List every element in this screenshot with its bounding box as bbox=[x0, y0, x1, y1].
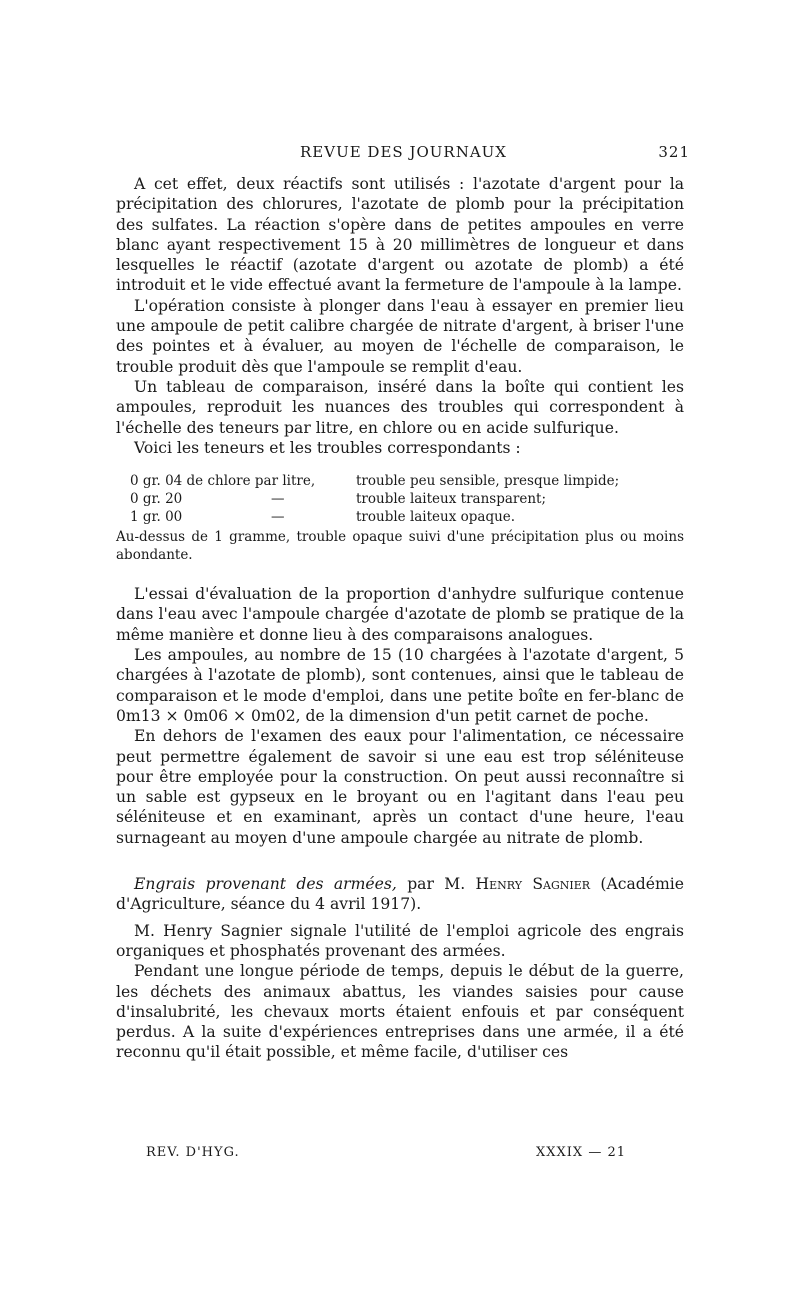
article-source: (Académie d'Agriculture, séance du 4 avril 1917). bbox=[116, 875, 684, 914]
table-row bbox=[116, 508, 684, 526]
paragraph: Voici les teneurs et les troubles correspondants : bbox=[134, 438, 521, 457]
paragraph: L'essai d'évaluation de la proportion d'anhydre sulfurique contenue dans l'eau avec l'ampoule chargée d'azotate de plomb se pratique de la même manière et donne lieu à des comparaisons analogues. bbox=[116, 585, 684, 644]
page-footer bbox=[146, 1145, 626, 1165]
table-dash: — bbox=[271, 491, 285, 508]
footer-signature: XXXIX — 21 bbox=[536, 1145, 626, 1160]
table-amount: 0 gr. 04 de chlore par litre, bbox=[130, 473, 316, 490]
table-effect: trouble laiteux opaque. bbox=[356, 509, 516, 526]
running-header bbox=[170, 143, 690, 165]
table-note: Au-dessus de 1 gramme, trouble opaque suivi d'une précipitation plus ou moins abondante. bbox=[116, 529, 684, 564]
paragraph: A cet effet, deux réactifs sont utilisés : l'azotate d'argent pour la précipitation des chlorures, l'azotate de plomb pour la précipitation des sulfates. La réaction s'opère dans de petites ampoules en verre blanc ayant respectivement 15 à 20 millimètres de longueur et dans lesquelles le réactif (azotate d'argent ou azotate de plomb) a été introduit et le vide effectué avant la fermeture de l'ampoule à la lampe. bbox=[116, 175, 684, 295]
paragraph: Les ampoules, au nombre de 15 (10 chargées à l'azotate d'argent, 5 chargées à l'azotate de plomb), sont contenues, ainsi que le tableau de comparaison et le mode d'emploi, dans une petite boîte en fer-blanc de 0m13 × 0m06 × 0m02, de la dimension d'un petit carnet de poche. bbox=[116, 646, 684, 725]
table-amount: 0 gr. 20 bbox=[130, 491, 183, 508]
paragraph: L'opération consiste à plonger dans l'eau à essayer en premier lieu une ampoule de petit calibre chargée de nitrate d'argent, à briser l'une des pointes et à évaluer, au moyen de l'échelle de comparaison, le trouble produit dès que l'ampoule se remplit d'eau. bbox=[116, 296, 684, 376]
article-heading bbox=[116, 874, 684, 915]
table-amount: 1 gr. 00 bbox=[130, 509, 183, 526]
concentration-table bbox=[116, 472, 684, 526]
paragraph: Pendant une longue période de temps, depuis le début de la guerre, les déchets des animaux abattus, les viandes saisies pour cause d'insalubrité, les chevaux morts étaient enfouis et par conséquent perdus. A la suite d'expériences entreprises dans une armée, il a été reconnu qu'il était possible, et même facile, d'utiliser ces bbox=[116, 962, 684, 1062]
table-effect: trouble peu sensible, presque limpide; bbox=[356, 473, 620, 490]
running-title: REVUE DES JOURNAUX bbox=[300, 143, 507, 161]
page-body bbox=[116, 174, 684, 1063]
paragraph: En dehors de l'examen des eaux pour l'alimentation, ce nécessaire peut permettre également de savoir si une eau est trop séléniteuse pour être employée pour la construction. On peut aussi reconnaître si un sable est gypseux en le broyant ou en l'agitant dans l'eau peu séléniteuse et en examinant, après un contact d'une heure, l'eau surnageant au moyen d'une ampoule chargée au nitrate de plomb. bbox=[116, 727, 684, 847]
paragraph: Un tableau de comparaison, inséré dans la boîte qui contient les ampoules, reproduit les nuances des troubles qui correspondent à l'échelle des teneurs par litre, en chlore ou en acide sulfurique. bbox=[116, 377, 684, 437]
page-number: 321 bbox=[658, 143, 690, 161]
table-row bbox=[116, 490, 684, 508]
article-author: Henry Sagnier bbox=[475, 875, 591, 894]
table-row bbox=[116, 472, 684, 490]
byline-prefix: par M. bbox=[407, 875, 466, 894]
footer-journal: REV. D'HYG. bbox=[146, 1145, 240, 1160]
article-title: Engrais provenant des armées, bbox=[134, 875, 397, 894]
table-effect: trouble laiteux transparent; bbox=[356, 491, 546, 508]
paragraph: M. Henry Sagnier signale l'utilité de l'emploi agricole des engrais organiques et phosphatés provenant des armées. bbox=[116, 921, 684, 960]
table-dash: — bbox=[271, 509, 285, 526]
